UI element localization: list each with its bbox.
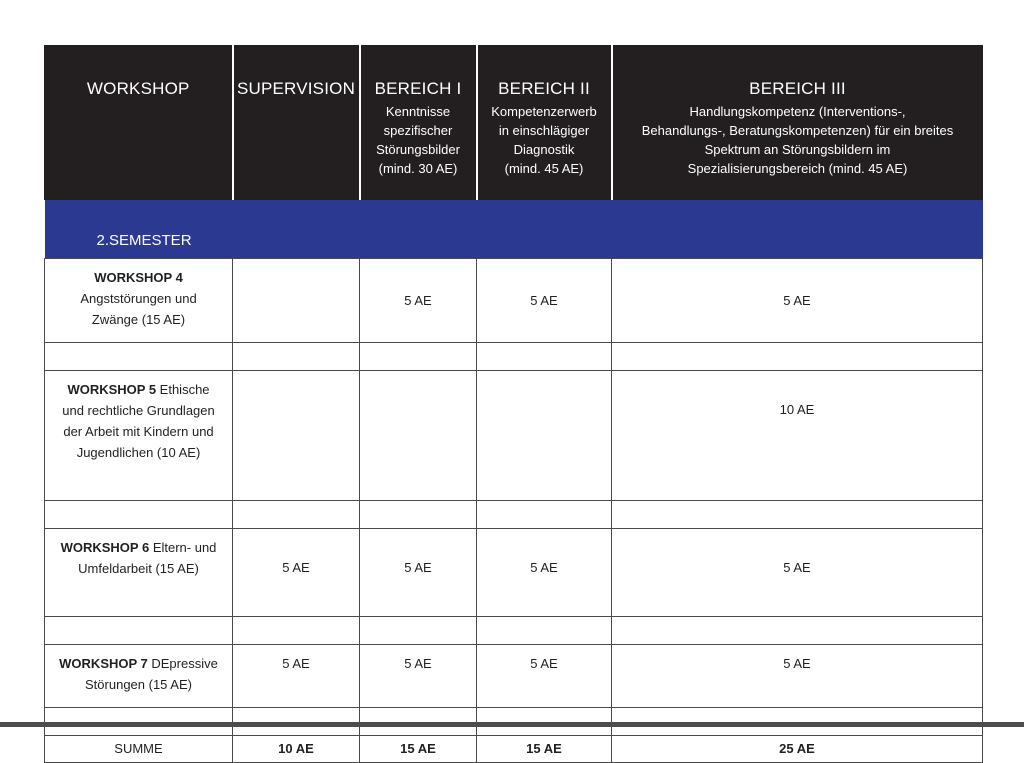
curriculum-table	[44, 45, 983, 763]
header-bereich-1-desc: Kenntnisse spezifischer Störungsbilder (mind. 30 AE)	[376, 104, 460, 176]
spacer-row	[45, 616, 983, 644]
spacer-row	[45, 707, 983, 735]
header-workshop-title: WORKSHOP	[86, 79, 190, 98]
bereich-3-cell: 10 AE	[612, 370, 983, 500]
header-supervision-title: SUPERVISION	[236, 79, 356, 98]
spacer-row	[45, 500, 983, 528]
supervision-cell: 5 AE	[233, 528, 360, 616]
summe-label: SUMME	[45, 735, 233, 762]
table-row	[45, 528, 983, 616]
header-bereich-1-title: BEREICH I	[374, 79, 462, 98]
header-bereich-3	[612, 45, 983, 200]
bereich-3-cell: 5 AE	[612, 258, 983, 342]
workshop-cell: WORKSHOP 5 Ethische und rechtliche Grundlagen der Arbeit mit Kindern und Jugendlichen (10 AE)	[45, 370, 233, 500]
workshop-cell: WORKSHOP 7 DEpressive Störungen (15 AE)	[45, 644, 233, 707]
bereich-3-cell: 5 AE	[612, 644, 983, 707]
bereich-2-cell: 5 AE	[477, 528, 612, 616]
header-bereich-2-desc: Kompetenzerwerb in einschlägiger Diagnostik (mind. 45 AE)	[491, 104, 597, 176]
spacer-row	[45, 342, 983, 370]
header-bereich-3-title: BEREICH III	[749, 79, 846, 98]
supervision-cell	[233, 370, 360, 500]
bereich-1-cell	[360, 370, 477, 500]
header-row	[45, 45, 983, 200]
summe-bereich-1: 15 AE	[360, 735, 477, 762]
table-row	[45, 258, 983, 342]
bereich-2-cell: 5 AE	[477, 644, 612, 707]
semester-label: 2.SEMESTER	[45, 200, 983, 258]
bereich-1-cell: 5 AE	[360, 258, 477, 342]
workshop-cell: WORKSHOP 6 Eltern- und Umfeldarbeit (15 AE)	[45, 528, 233, 616]
supervision-cell	[233, 258, 360, 342]
bereich-1-cell: 5 AE	[360, 528, 477, 616]
supervision-cell: 5 AE	[233, 644, 360, 707]
summe-supervision: 10 AE	[233, 735, 360, 762]
header-workshop	[45, 45, 233, 200]
bottom-rule	[0, 722, 1024, 727]
header-bereich-1	[360, 45, 477, 200]
bereich-1-cell: 5 AE	[360, 644, 477, 707]
header-bereich-2-title: BEREICH II	[498, 79, 590, 98]
summe-bereich-3: 25 AE	[612, 735, 983, 762]
header-bereich-2	[477, 45, 612, 200]
bereich-2-cell: 5 AE	[477, 258, 612, 342]
bereich-3-cell: 5 AE	[612, 528, 983, 616]
summe-row	[45, 735, 983, 762]
bereich-2-cell	[477, 370, 612, 500]
table-row	[45, 644, 983, 707]
semester-row	[45, 200, 983, 258]
summe-bereich-2: 15 AE	[477, 735, 612, 762]
header-bereich-3-desc: Handlungskompetenz (Interventions-, Behandlungs-, Beratungskompetenzen) für ein breites Spektrum an Störungsbildern im Spezialisierungsbereich (mind. 45 AE)	[641, 104, 954, 176]
workshop-cell: WORKSHOP 4 Angststörungen und Zwänge (15 AE)	[45, 258, 233, 342]
header-supervision	[233, 45, 360, 200]
table-row	[45, 370, 983, 500]
